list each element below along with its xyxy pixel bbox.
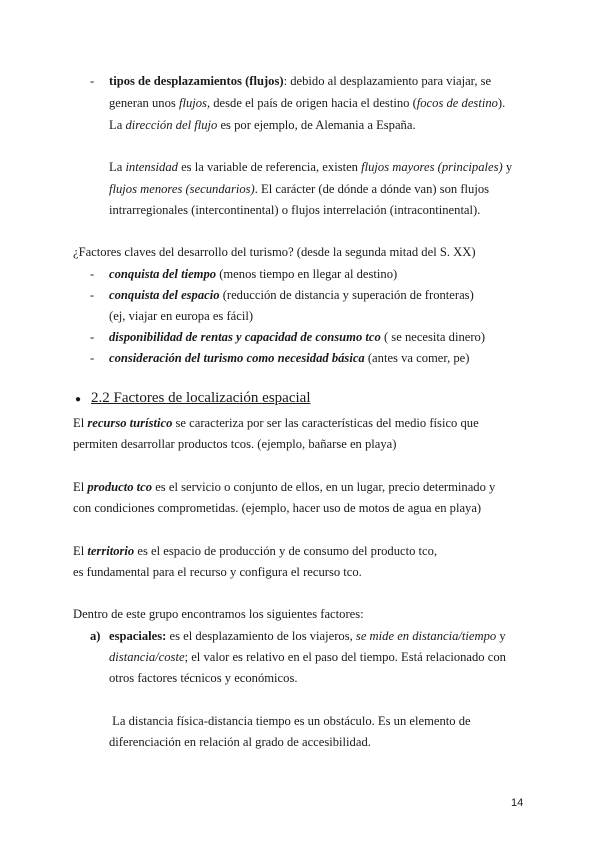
term-italic: flujos menores (secundarios) bbox=[109, 182, 255, 196]
dash-bullet: - bbox=[90, 74, 95, 88]
list-item-continuation: otros factores técnicos y económicos. bbox=[109, 671, 298, 685]
text: El bbox=[73, 416, 88, 430]
list-marker-text: a) bbox=[90, 629, 101, 643]
text: es el desplazamiento de los viajeros, bbox=[166, 629, 356, 643]
paragraph-line bbox=[73, 479, 495, 495]
paragraph-line: La distancia física-distancia tiempo es un obstáculo. Es un elemento de bbox=[109, 714, 471, 728]
term-bold-italic: consideración del turismo como necesidad básica bbox=[109, 351, 365, 365]
term-bold-italic: disponibilidad de rentas y capacidad de consumo tco bbox=[109, 330, 381, 344]
section-heading: 2.2 Factores de localización espacial bbox=[91, 390, 311, 406]
dash-bullet: - bbox=[90, 330, 95, 344]
text: (menos tiempo en llegar al destino) bbox=[216, 267, 398, 281]
dash-bullet: - bbox=[90, 267, 95, 281]
dash-bullet: - bbox=[90, 351, 95, 365]
text: La bbox=[109, 118, 126, 132]
term-bold: espaciales: bbox=[109, 629, 167, 643]
term-italic: flujos, bbox=[178, 96, 211, 110]
paragraph-line: intrarregionales (intercontinental) o flujos interrelación (intracontinental). bbox=[109, 203, 481, 217]
text: es la variable de referencia, existen bbox=[177, 160, 362, 174]
text: generan unos bbox=[109, 96, 179, 110]
paragraph-line: Dentro de este grupo encontramos los siguientes factores: bbox=[73, 607, 364, 621]
text: (reducción de distancia y superación de fronteras) bbox=[219, 288, 474, 302]
text: es por ejemplo, de Alemania a España. bbox=[217, 118, 416, 132]
term-bold-italic: producto tco bbox=[87, 480, 153, 494]
list-item bbox=[109, 628, 506, 644]
list-item-continuation bbox=[109, 649, 506, 665]
paragraph-line: con condiciones comprometidas. (ejemplo, hacer uso de motos de agua en playa) bbox=[73, 501, 482, 515]
text: . El carácter (de dónde a dónde van) son flujos bbox=[254, 182, 490, 196]
paragraph-line bbox=[109, 159, 512, 175]
term-italic: distancia/coste bbox=[109, 650, 185, 664]
term-bold-italic: conquista del tiempo bbox=[109, 267, 217, 281]
text: ). bbox=[497, 96, 506, 110]
list-marker bbox=[90, 628, 101, 644]
text: : debido al desplazamiento para viajar, se bbox=[283, 74, 492, 88]
list-item bbox=[109, 329, 485, 345]
term-bold-italic: recurso turístico bbox=[87, 416, 173, 430]
list-item bbox=[109, 266, 397, 282]
list-item bbox=[109, 350, 469, 366]
paragraph-line bbox=[109, 117, 416, 133]
paragraph-line: es fundamental para el recurso y configura el recurso tco. bbox=[73, 565, 362, 579]
paragraph-line bbox=[73, 543, 437, 559]
term-italic: dirección del flujo bbox=[125, 118, 218, 132]
term-bold-italic: conquista del espacio bbox=[109, 288, 220, 302]
text: (antes va comer, pe) bbox=[364, 351, 470, 365]
list-item bbox=[109, 287, 474, 303]
term-bold-italic: territorio bbox=[87, 544, 135, 558]
paragraph-line bbox=[109, 181, 489, 197]
page-number: 14 bbox=[511, 797, 524, 809]
list-item-continuation: (ej, viajar en europa es fácil) bbox=[109, 309, 254, 323]
text: se caracteriza por ser las características del medio físico que bbox=[172, 416, 479, 430]
paragraph-line: permiten desarrollar productos tcos. (ejemplo, bañarse en playa) bbox=[73, 437, 397, 451]
paragraph-line bbox=[73, 415, 479, 431]
text: ( se necesita dinero) bbox=[380, 330, 486, 344]
factors-question: ¿Factores claves del desarrollo del turismo? (desde la segunda mitad del S. XX) bbox=[73, 245, 476, 259]
paragraph-line bbox=[109, 73, 491, 89]
term-bold: tipos de desplazamientos (flujos) bbox=[109, 74, 284, 88]
text: es el espacio de producción y de consumo del producto tco, bbox=[134, 544, 438, 558]
text: es el servicio o conjunto de ellos, en un lugar, precio determinado y bbox=[152, 480, 496, 494]
text: El bbox=[73, 480, 88, 494]
text: y bbox=[502, 160, 513, 174]
text: ; el valor es relativo en el paso del tiempo. Está relacionado con bbox=[184, 650, 506, 664]
term-italic: focos de destino bbox=[416, 96, 498, 110]
paragraph-line: diferenciación en relación al grado de accesibilidad. bbox=[109, 735, 371, 749]
circle-bullet: ● bbox=[75, 394, 82, 405]
paragraph-line bbox=[109, 95, 505, 111]
text: y bbox=[496, 629, 506, 643]
term-italic: intensidad bbox=[125, 160, 178, 174]
text: El bbox=[73, 544, 88, 558]
dash-bullet: - bbox=[90, 288, 95, 302]
text: desde el país de origen hacia el destino ( bbox=[210, 96, 417, 110]
term-italic: flujos mayores (principales) bbox=[361, 160, 503, 174]
text: La bbox=[109, 160, 126, 174]
term-italic: se mide en distancia/tiempo bbox=[355, 629, 497, 643]
